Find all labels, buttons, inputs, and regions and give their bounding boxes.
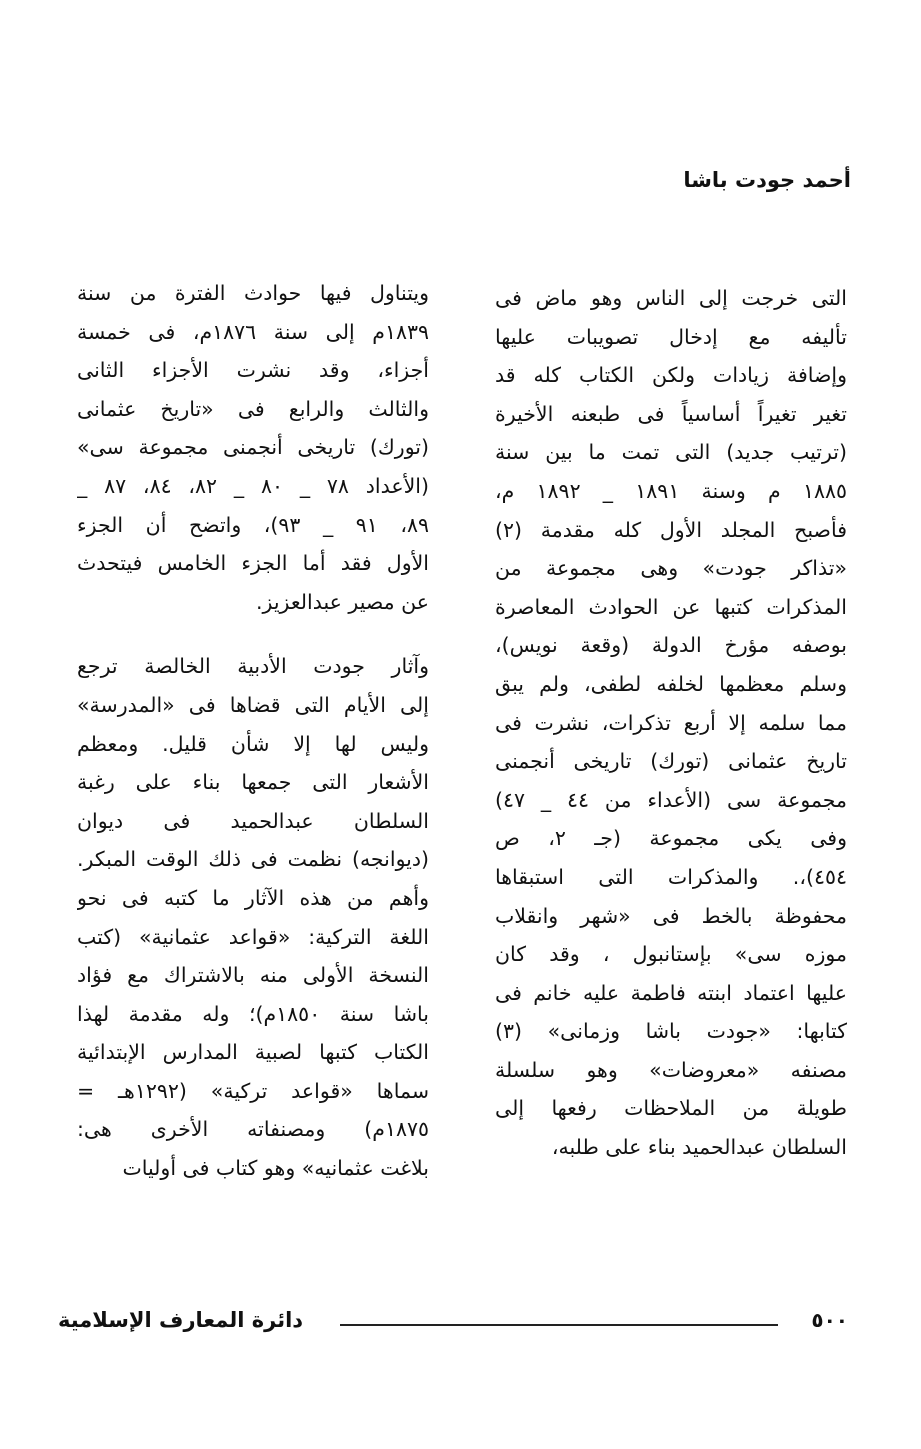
page-footer bbox=[58, 1308, 848, 1338]
text-line: ٤٥٤)،. والمذكرات التى استبقاها bbox=[495, 864, 847, 889]
text-line: إلى الأيام التى قضاها فى «المدرسة» bbox=[77, 692, 429, 717]
text-line: موزه سى» بإستانبول ، وقد كان bbox=[495, 942, 847, 967]
publication-title: دائرة المعارف الإسلامية bbox=[58, 1308, 304, 1332]
text-line: بلاغت عثمانيه» وهو كتاب فى أوليات bbox=[122, 1156, 429, 1181]
text-line: كتابها: «جودت باشا وزمانى» (٣) bbox=[495, 1019, 847, 1044]
text-line: أجزاء، وقد نشرت الأجزاء الثانى bbox=[77, 358, 429, 383]
text-line: (ترتيب جديد) التى تمت ما بين سنة bbox=[495, 440, 847, 465]
text-line: (تورك) تاريخى أنجمنى مجموعة سى» bbox=[77, 435, 429, 460]
paragraph-gap bbox=[77, 621, 429, 647]
text-line: بوصفه مؤرخ الدولة (وقعة نويس)، bbox=[495, 633, 847, 658]
text-line: المذكرات كتبها عن الحوادث المعاصرة bbox=[495, 594, 847, 619]
text-line: باشا سنة ١٨٥٠م)؛ وله مقدمة لهذا bbox=[77, 1001, 429, 1026]
footer-divider bbox=[340, 1324, 778, 1326]
text-line: مصنفه «معروضات» وهو سلسلة bbox=[495, 1057, 847, 1082]
text-line: تغير تغيراً أساسياً فى طبعنه الأخيرة bbox=[495, 401, 847, 426]
text-line: التى خرجت إلى الناس وهو ماض فى bbox=[495, 286, 847, 310]
text-line: عليها اعتماد ابنته فاطمة عليه خانم فى bbox=[495, 980, 847, 1005]
text-line: وأهم من هذه الآثار ما كتبه فى نحو bbox=[77, 885, 429, 910]
text-line: وسلم معظمها لخلفه لطفى، ولم يبق bbox=[495, 671, 847, 696]
left-column bbox=[77, 274, 429, 1188]
paragraph-2 bbox=[77, 647, 429, 1187]
text-line: طويلة من الملاحظات رفعها إلى bbox=[495, 1096, 847, 1121]
text-line: وفى يكى مجموعة (جـ ٢، ص bbox=[495, 826, 847, 851]
text-line: تاريخ عثمانى (تورك) تاريخى أنجمنى bbox=[495, 749, 847, 774]
text-line: سماها «قواعد تركية» (١٢٩٢هـ = bbox=[77, 1078, 429, 1103]
text-line: النسخة الأولى منه بالاشتراك مع فؤاد bbox=[77, 963, 429, 988]
running-header: أحمد جودت باشا bbox=[683, 168, 851, 192]
text-line: السلطان عبدالحميد بناء على طلبه، bbox=[551, 1135, 847, 1160]
text-line: وإضافة زيادات ولكن الكتاب كله قد bbox=[495, 363, 847, 388]
right-column bbox=[495, 279, 847, 1167]
text-line: محفوظة بالخط فى «شهر وانقلاب bbox=[495, 903, 847, 928]
text-line: ويتناول فيها حوادث الفترة من سنة bbox=[77, 281, 429, 305]
text-line: فأصبح المجلد الأول كله مقدمة (٢) bbox=[495, 517, 847, 542]
text-line: ١٨٧٥م) ومصنفاته الأخرى هى: bbox=[77, 1117, 429, 1142]
paragraph-1 bbox=[77, 274, 429, 621]
text-line: السلطان عبدالحميد فى ديوان bbox=[77, 808, 429, 833]
text-line: مجموعة سى (الأعداء من ٤٤ _ ٤٧) bbox=[495, 787, 847, 812]
text-line: «تذاكر جودت» وهى مجموعة من bbox=[495, 556, 847, 581]
text-line: تأليفه مع إدخال تصويبات عليها bbox=[495, 324, 847, 349]
text-line: والثالث والرابع فى «تاريخ عثمانى bbox=[77, 396, 429, 421]
text-line: (الأعداد ٧٨ _ ٨٠ _ ٨٢، ٨٤، ٨٧ _ bbox=[77, 473, 429, 498]
text-line: الأول فقد أما الجزء الخامس فيتحدث bbox=[77, 551, 429, 576]
text-line: اللغة التركية: «قواعد عثمانية» (كتب bbox=[77, 924, 429, 949]
text-line: ١٨٨٥ م وسنة ١٨٩١ _ ١٨٩٢ م، bbox=[495, 478, 847, 503]
text-line: وآثار جودت الأدبية الخالصة ترجع bbox=[77, 654, 429, 679]
text-line: الكتاب كتبها لصبية المدارس الإبتدائية bbox=[77, 1040, 429, 1065]
text-line: ٨٩، ٩١ _ ٩٣)، واتضح أن الجزء bbox=[77, 512, 429, 537]
text-line: (ديوانجه) نظمت فى ذلك الوقت المبكر. bbox=[77, 847, 429, 872]
text-line: وليس لها إلا شأن قليل. ومعظم bbox=[77, 731, 429, 756]
text-line: عن مصير عبدالعزيز. bbox=[256, 589, 429, 614]
text-line: ١٨٣٩م إلى سنة ١٨٧٦م، فى خمسة bbox=[77, 319, 429, 344]
page-number: ٥٠٠ bbox=[811, 1308, 848, 1332]
text-line: الأشعار التى جمعها بناء على رغبة bbox=[77, 770, 429, 795]
text-line: مما سلمه إلا أربع تذكرات، نشرت فى bbox=[495, 710, 847, 735]
